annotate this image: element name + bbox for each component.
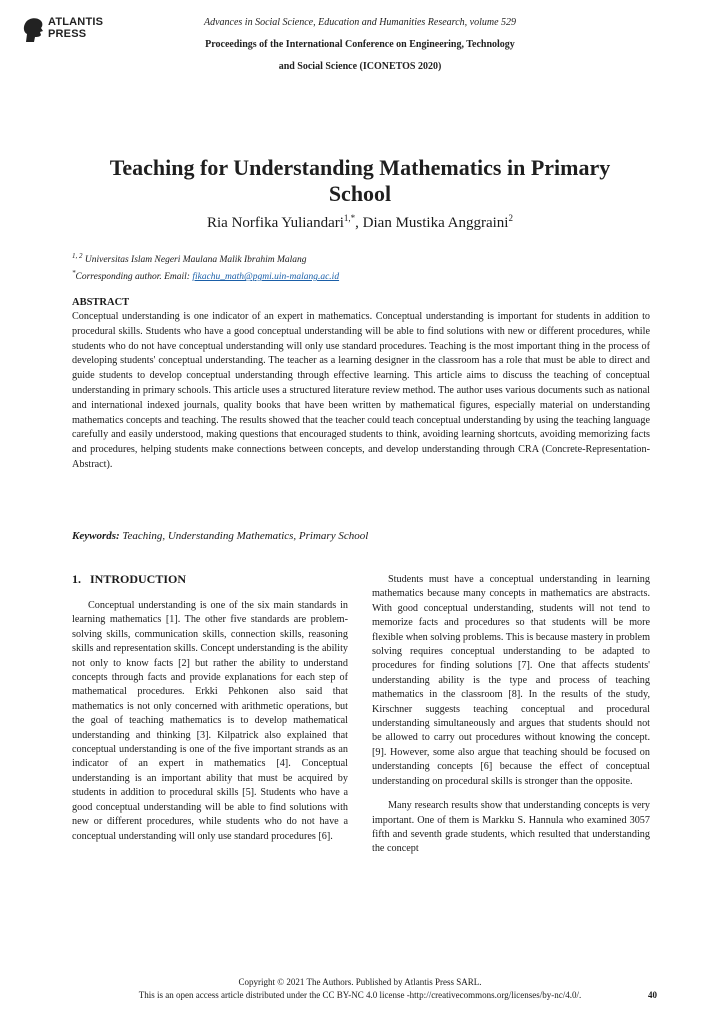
abstract-heading: ABSTRACT [72, 297, 130, 308]
license-line: This is an open access article distributed under the CC BY-NC 4.0 license -http://creativecommons.org/licenses/by-nc/4.0/. [138, 990, 582, 1000]
section-heading [72, 572, 186, 587]
section-title: INTRODUCTION [90, 572, 187, 586]
right-paragraph-1: Students must have a conceptual understanding in learning mathematics because many concepts in mathematics are abstracts. With good conceptual understanding, students will not tend to memorize facts and procedures so that students will be more flexible when solving problems. This is because mastery in problem solving requires conceptual understanding to be adapted to procedures for finding solutions [7]. One that affects students' understanding ability is the type and process of teaching mathematics in the classroom [8]. In the results of the study, Kirschner suggests teaching conceptual and procedural understanding simultaneously and argues that students should not be allowed to carry out procedures without knowing the concept. [9]. However, some also argue that teaching should be focused on understanding concepts [6] because the effect of conceptual understanding on procedural skills is stronger than the opposite. [372, 574, 650, 787]
affiliation-text: Universitas Islam Negeri Maulana Malik Ibrahim Malang [82, 255, 307, 266]
atlantis-press-logo [20, 16, 120, 46]
email-link[interactable]: fikachu_math@pgmi.uin-malang.ac.id [192, 272, 340, 283]
proceedings-header: Proceedings of the International Conference on Engineering, Technology [205, 39, 515, 50]
abstract-body: Conceptual understanding is one indicator of an expert in mathematics. Conceptual understanding is important for students in addition to procedural skills. Students who have a good conceptual understanding will be able to find solutions with new or different procedures, while students who do not have conceptual understanding will only use standard procedures. Teaching is the most important thing in the process of developing students' conceptual understanding. The teacher as a learning designer in the classroom has a role that must be able to direct and guide students to develop conceptual understanding through effective learning. This article aims to discuss the teaching of conceptual understanding in primary schools. This article uses a structured literature review method. The author uses various documents such as national and international indexed journals, quality books that have been written by mathematical figures, especially material on understanding mathematics concepts and teaching. The results showed that the teacher could teach conceptual understanding by using the teaching language carefully and easily understood, making questions that encouraged students to think, avoiding learning shortcuts, avoiding memorizing facts and procedures, helping students make connections between concepts, and develop understanding through CRA (Concrete-Representation-Abstract). [72, 311, 650, 470]
copyright-line: Copyright © 2021 The Authors. Published by Atlantis Press SARL. [238, 977, 482, 987]
corresponding-line [72, 267, 339, 284]
left-column [72, 599, 348, 844]
corresponding-text: Corresponding author. Email: [75, 272, 193, 283]
keywords-label: Keywords: [72, 530, 120, 542]
affiliations [72, 250, 339, 284]
author-separator: , [355, 215, 363, 231]
author-2-affil: 2 [508, 213, 513, 223]
logo-line2: PRESS [48, 28, 87, 40]
logo-text [48, 16, 103, 40]
author-1: Ria Norfika Yuliandari [207, 215, 344, 231]
proceedings-header-line2: and Social Science (ICONETOS 2020) [278, 61, 442, 72]
head-silhouette-icon [20, 16, 46, 44]
paper-title [60, 155, 660, 207]
author-2: Dian Mustika Anggraini [362, 215, 509, 231]
title-line1: Teaching for Understanding Mathematics in Primary [109, 155, 611, 180]
affiliation-line [72, 250, 339, 267]
keywords [72, 530, 368, 542]
corresponding-sup: * [72, 269, 76, 278]
section-number: 1. [72, 572, 81, 586]
logo-line1: ATLANTIS [48, 16, 104, 28]
author-list [60, 213, 660, 232]
right-paragraph-2: Many research results show that understanding concepts is very important. One of them is Markku S. Hannula who examined 3057 fifth and seventh grade students, which resulted that understanding the concept [372, 800, 650, 855]
author-1-affil: 1,* [343, 213, 356, 223]
affiliation-sup: 1, 2 [72, 252, 83, 260]
page-number: 40 [648, 990, 657, 1000]
journal-header: Advances in Social Science, Education and Humanities Research, volume 529 [203, 17, 517, 28]
keywords-text: Teaching, Understanding Mathematics, Primary School [119, 530, 369, 542]
left-paragraph: Conceptual understanding is one of the six main standards in learning mathematics [1]. The other five standards are problem-solving skills, communication skills, connection skills, reasoning skills and representation skills. Concept understanding is the ability not only to know facts [2] but rather the ability to understand concepts through facts and provide explanations for each step of mathematical procedures. Erkki Pehkonen also said that mathematics is not only concerned with arithmetic operations, but the goal of teaching mathematics is to develop mathematical understanding and thinking [3]. Kilpatrick also explained that conceptual understanding is one of the five important strands as an indicator of an expert in mathematics [4]. Conceptual understanding is an important ability that must be acquired by students in addition to procedural skills [5]. Students who have a good conceptual understanding will be able to find solutions with new or different procedures, while students who do not have a conceptual understanding will only use standard procedures [6]. [72, 600, 348, 842]
title-line2: School [328, 181, 392, 206]
right-column [372, 573, 650, 857]
